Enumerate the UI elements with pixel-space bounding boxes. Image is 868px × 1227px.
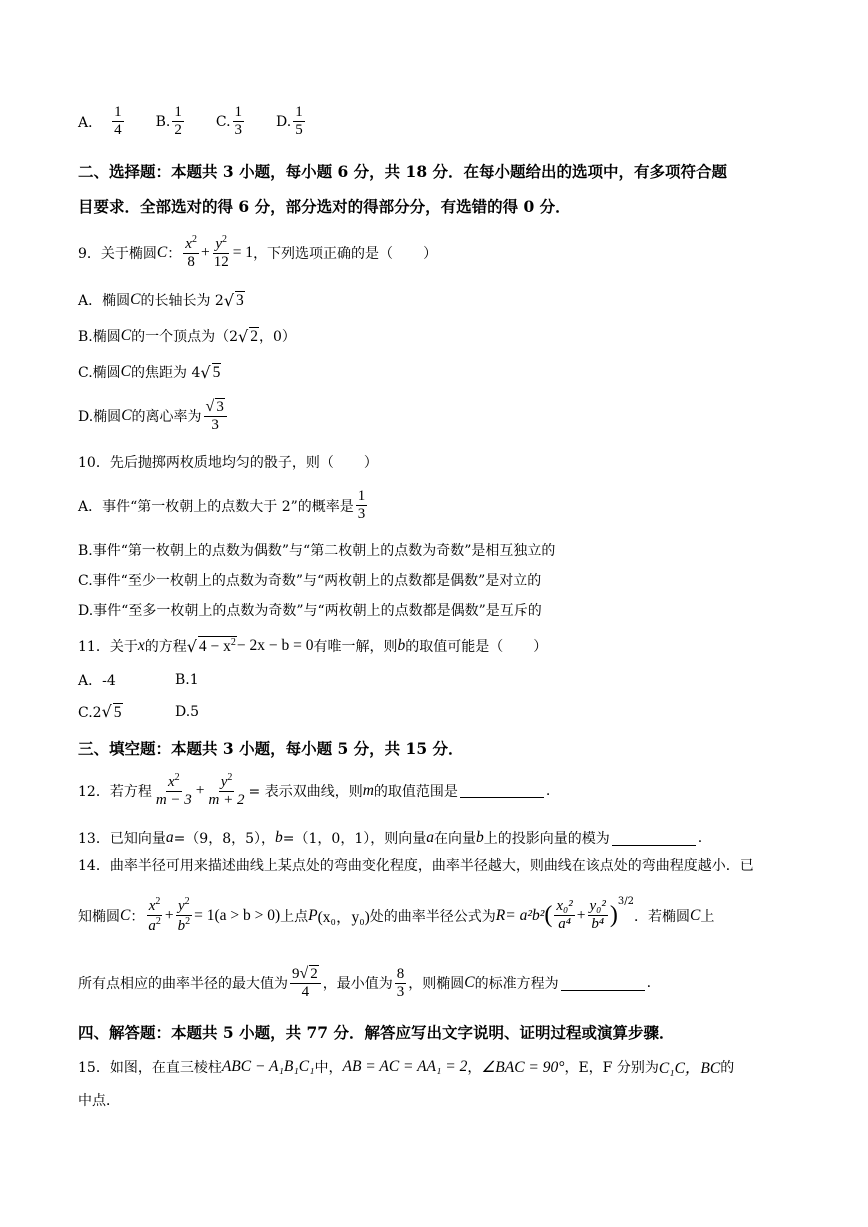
section-2-heading-line2: 目要求．全部选对的得 6 分，部分选对的得部分分，有选错的得 0 分． — [78, 197, 571, 216]
q15-line2: 中点． — [78, 1093, 120, 1109]
fraction-1-4: $\frac{1}{4}$ — [114, 104, 122, 139]
q8-option-c: C. — [215, 113, 231, 130]
q9-option-a: A．椭圆 C 的长轴长为 2 √ 3 — [78, 290, 244, 310]
q12: 12．若方程 $\frac{x^2}{m - 3}$ + $\frac{y^2}{m + 2}$ = 表示双曲线，则 m 的取值范围是 . — [78, 772, 551, 809]
fraction-sqrt3-3: $\frac{√ 3}{3}$ — [204, 398, 227, 435]
q8-options — [78, 104, 307, 140]
q13: 13．已知向量 a =（9，8，5）， b =（1，0，1），则向量 a 在向量 b 上的投影向量的模为 . — [78, 829, 703, 847]
q8-option-b: B. — [155, 113, 171, 130]
q9-option-b: B.椭圆 C 的一个顶点为（2 √ 2 ，0） — [78, 326, 296, 346]
fraction-1-2: $\frac{1}{2}$ — [174, 104, 182, 139]
q9-stem: 9．关于椭圆 C ： $\frac{x^2}{8}$ + $\frac{y^2}{12}$ = 1 ，下列选项正确的是（ ） — [78, 234, 438, 271]
q11-stem: 11．关于 x 的方程 √ $4 - x^2$ − 2x − b = 0 有唯一解，则 b 的取值可能是（ ） — [78, 636, 548, 656]
q12-answer-blank[interactable] — [460, 783, 544, 798]
fraction-x0-a4: $\frac{\text{x₀²}}{\text{a⁴}}$ — [556, 898, 573, 933]
section-2-heading-line1: 二、选择题：本题共 3 小题，每小题 6 分，共 18 分．在每小题给出的选项中，有多项符合题 — [78, 162, 728, 181]
fraction-1-3: $\frac{1}{3}$ — [234, 104, 243, 139]
fraction-y2-m+2: $\frac{y^2}{m + 2}$ — [208, 772, 245, 809]
q11-options-row1: A．-4 B.1 — [78, 672, 199, 689]
q8-option-a: A． — [78, 114, 103, 131]
q10-option-d: D.事件“至多一枚朝上的点数为奇数”与“两枚朝上的点数都是偶数”是互斥的 — [78, 603, 542, 619]
q9-option-d: D.椭圆 C 的离心率为 $\frac{√ 3}{3}$ — [78, 398, 229, 435]
q11-options-row2: C.2√ 5 D.5 — [78, 702, 200, 721]
fraction-1-3-b: $\frac{1}{3}$ — [357, 488, 366, 523]
q10-stem: 10．先后抛掷两枚质地均匀的骰子，则（ ） — [78, 455, 378, 471]
fraction-x2-m-3: $\frac{x^2}{m - 3}$ — [155, 772, 192, 809]
q13-answer-blank[interactable] — [612, 831, 696, 846]
q9-option-c: C.椭圆 C 的焦距为 4 √ 5 — [78, 362, 221, 382]
fraction-x2-a2: $\frac{x^2}{a^2}$ — [148, 896, 161, 935]
q10-option-b: B.事件“第一枚朝上的点数为偶数”与“第二枚朝上的点数为奇数”是相互独立的 — [78, 543, 556, 559]
q14-line2: 知椭圆 C ： $\frac{x^2}{a^2}$ + $\frac{y^2}{b^2}$ = 1(a > b > 0) 上点 P (x₀，y₀) 处的曲率半径公式为 R= a²b² ( $\frac{\text{x₀²}}{\text{a⁴}}$ + $\frac{\text{y₀²}}{\text{b⁴}}$ ) $^{3/2}$ ．若椭圆 C 上 — [78, 896, 715, 935]
section-4-heading: 四、解答题：本题共 5 小题，共 77 分．解答应写出文字说明、证明过程或演算步骤． — [78, 1023, 675, 1042]
fraction-9sqrt2-4: $\frac{9√ 2}{4}$ — [290, 965, 321, 1002]
q8-option-d: D. — [276, 113, 292, 130]
fraction-y2-b2: $\frac{y^2}{b^2}$ — [177, 896, 191, 935]
q10-option-a: A．事件“第一枚朝上的点数大于 2”的概率是 $\frac{1}{3}$ — [78, 488, 366, 523]
fraction-y2-12: $\frac{y^2}{12}$ — [213, 234, 229, 271]
q14-answer-blank[interactable] — [561, 976, 645, 991]
fraction-y0-b4: $\frac{\text{y₀²}}{\text{b⁴}}$ — [589, 898, 606, 933]
q10-option-c: C.事件“至少一枚朝上的点数为奇数”与“两枚朝上的点数都是偶数”是对立的 — [78, 573, 542, 589]
q15-line1: 15．如图，在直三棱柱 ABC − A₁B₁C₁ 中， AB = AC = AA₁ = 2 ， ∠BAC = 90° ，E，F 分别为 C₁C，BC 的 — [78, 1058, 735, 1077]
fraction-x2-8: $\frac{x^2}{8}$ — [185, 234, 197, 271]
q14-line3: 所有点相应的曲率半径的最大值为 $\frac{9√ 2}{4}$ ，最小值为 $\frac{8}{3}$ ，则椭圆 C 的标准方程为 . — [78, 965, 652, 1001]
q14-line1: 14．曲率半径可用来描述曲线上某点处的弯曲变化程度，曲率半径越大，则曲线在该点处的弯曲程度越小．已 — [78, 858, 754, 874]
section-3-heading: 三、填空题：本题共 3 小题，每小题 5 分，共 15 分． — [78, 739, 464, 758]
fraction-8-3: $\frac{8}{3}$ — [396, 965, 405, 1000]
fraction-1-5: $\frac{1}{5}$ — [295, 104, 303, 139]
